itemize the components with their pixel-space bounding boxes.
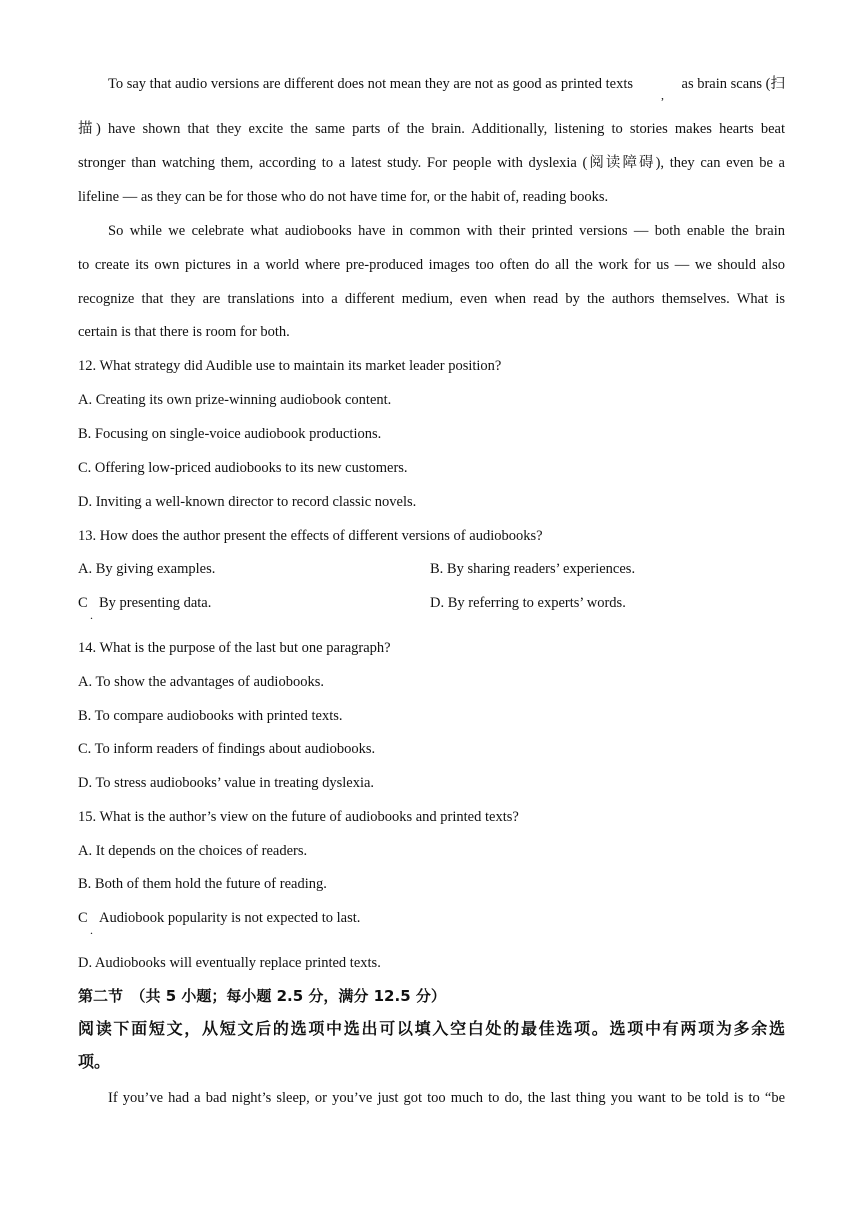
q14-option-b: B. To compare audiobooks with printed texts.	[78, 708, 343, 724]
q13-stem: 13. How does the author present the effects of different versions of audiobooks?	[78, 528, 543, 544]
q12-option-d: D. Inviting a well-known director to record classic novels.	[78, 494, 417, 510]
q13-option-c-letter: C	[78, 595, 88, 611]
q14-option-d: D. To stress audiobooks’ value in treating dyslexia.	[78, 775, 375, 791]
section-2-title: 第二节 （共 5 小题；每小题 2.5 分，满分 12.5 分）	[78, 987, 446, 1005]
passage-p2-line-4: certain is that there is room for both.	[78, 324, 290, 340]
q13-option-d: D. By referring to experts’ words.	[430, 595, 626, 611]
q15-option-a: A. It depends on the choices of readers.	[78, 843, 308, 859]
passage-p1-line-4: lifeline — as they can be for those who do not have time for, or the habit of, reading books.	[78, 189, 609, 205]
q15-option-d: D. Audiobooks will eventually replace printed texts.	[78, 955, 381, 971]
passage-p1-line-1-end: as brain scans (扫	[681, 76, 785, 92]
section-2-instruction-line-1: 阅读下面短文，从短文后的选项中选出可以填入空白处的最佳选项。选项中有两项为多余选	[78, 1019, 785, 1038]
passage-p2-line-1: So while we celebrate what audiobooks have in common with their printed versions — both enable the brain	[108, 223, 785, 239]
q15-option-c-text: Audiobook popularity is not expected to last.	[99, 910, 361, 926]
section-2-passage-line-1: If you’ve had a bad night’s sleep, or you’ve just got too much to do, the last thing you want to be told is to “be	[108, 1090, 785, 1106]
q12-option-c: C. Offering low-priced audiobooks to its new customers.	[78, 460, 408, 476]
passage-p1-line-1-text: To say that audio versions are different does not mean they are not as good as printed texts	[108, 76, 634, 92]
q12-option-a: A. Creating its own prize-winning audiobook content.	[78, 392, 392, 408]
q13-option-c-dot: .	[90, 608, 93, 622]
q14-stem: 14. What is the purpose of the last but one paragraph?	[78, 640, 391, 656]
q12-option-b: B. Focusing on single-voice audiobook productions.	[78, 426, 382, 442]
q14-option-a: A. To show the advantages of audiobooks.	[78, 674, 324, 690]
q13-option-b: B. By sharing readers’ experiences.	[430, 561, 636, 577]
passage-p1-line-3: stronger than watching them, according to a latest study. For people with dyslexia (阅读障碍), they can even be a	[78, 155, 785, 171]
passage-p2-line-3: recognize that they are translations into a different medium, even when read by the authors themselves. What is	[78, 291, 785, 307]
passage-p1-comma: ,	[661, 88, 664, 102]
passage-p1-line-2: 描) have shown that they excite the same parts of the brain. Additionally, listening to stories makes hearts beat	[78, 121, 785, 137]
q15-option-c-dot: .	[90, 923, 93, 937]
q15-option-b: B. Both of them hold the future of reading.	[78, 876, 327, 892]
q14-option-c: C. To inform readers of findings about audiobooks.	[78, 741, 376, 757]
passage-p2-line-2: to create its own pictures in a world where pre-produced images too often do all the work for us — we should also	[78, 257, 785, 273]
q12-stem: 12. What strategy did Audible use to maintain its market leader position?	[78, 358, 502, 374]
section-2-instruction-line-2: 项。	[78, 1052, 111, 1071]
q15-option-c-letter: C	[78, 910, 88, 926]
q13-option-c-text: By presenting data.	[99, 595, 212, 611]
q15-stem: 15. What is the author’s view on the future of audiobooks and printed texts?	[78, 809, 519, 825]
q13-option-a: A. By giving examples.	[78, 561, 216, 577]
